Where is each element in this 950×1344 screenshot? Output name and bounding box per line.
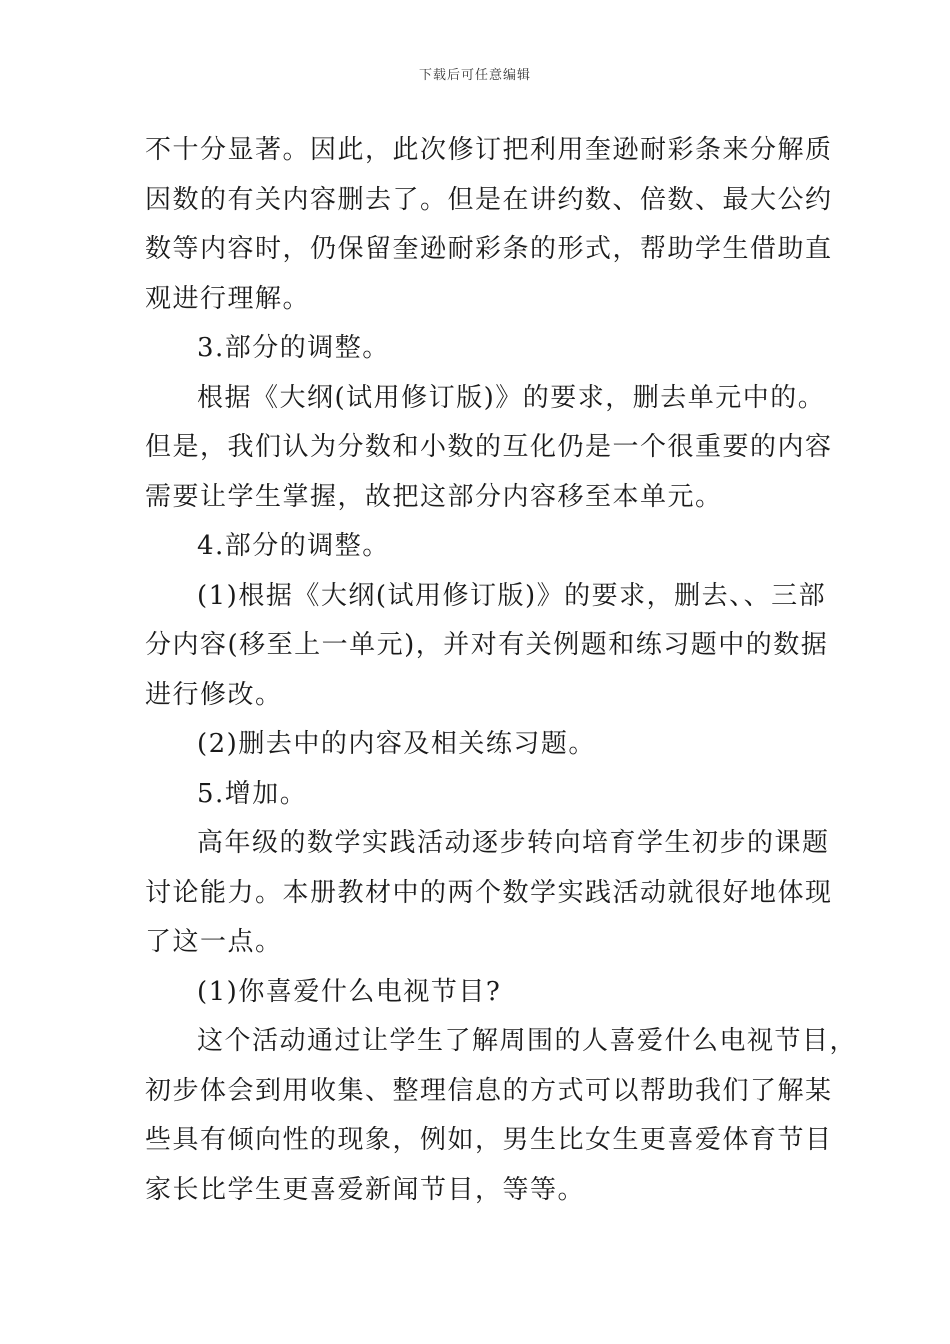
page-header: 下载后可任意编辑 [418, 68, 531, 83]
text-line: 讨论能力。本册教材中的两个数学实践活动就很好地体现 [145, 877, 833, 908]
text-line: 4.部分的调整。 [197, 531, 390, 561]
text-line: 5.增加。 [197, 778, 308, 809]
text-line: 3.部分的调整。 [197, 333, 390, 363]
text-line: 分内容(移至上一单元)，并对有关例题和练习题中的数据 [145, 630, 829, 660]
text-line: (1)你喜爱什么电视节目? [197, 976, 502, 1007]
text-line: 但是，我们认为分数和小数的互化仍是一个很重要的内容 [145, 432, 833, 462]
document-body [145, 126, 858, 1215]
text-line: (1)根据《大纲(试用修订版)》的要求，删去、、三部 [197, 580, 827, 611]
text-line: (2)删去中的内容及相关练习题。 [197, 729, 596, 759]
text-line: 初步体会到用收集、整理信息的方式可以帮助我们了解某 [145, 1075, 833, 1106]
text-line: 需要让学生掌握，故把这部分内容移至本单元。 [145, 481, 723, 512]
text-line: 些具有倾向性的现象，例如，男生比女生更喜爱体育节目 [145, 1125, 833, 1155]
text-line: 不十分显著。因此，此次修订把利用奎逊耐彩条来分解质 [145, 135, 833, 165]
text-line: 数等内容时，仍保留奎逊耐彩条的形式，帮助学生借助直 [145, 234, 833, 264]
text-line: 观进行理解。 [145, 283, 311, 314]
text-line: 高年级的数学实践活动逐步转向培育学生初步的课题 [197, 828, 830, 858]
text-line: 这个活动通过让学生了解周围的人喜爱什么电视节目， [197, 1026, 858, 1056]
text-line: 根据《大纲(试用修订版)》的要求，删去单元中的。 [197, 382, 826, 413]
text-line: 了这一点。 [145, 927, 283, 957]
text-line: 家长比学生更喜爱新闻节目，等等。 [145, 1174, 586, 1205]
text-line: 进行修改。 [145, 679, 283, 710]
text-line: 因数的有关内容删去了。但是在讲约数、倍数、最大公约 [145, 184, 833, 215]
